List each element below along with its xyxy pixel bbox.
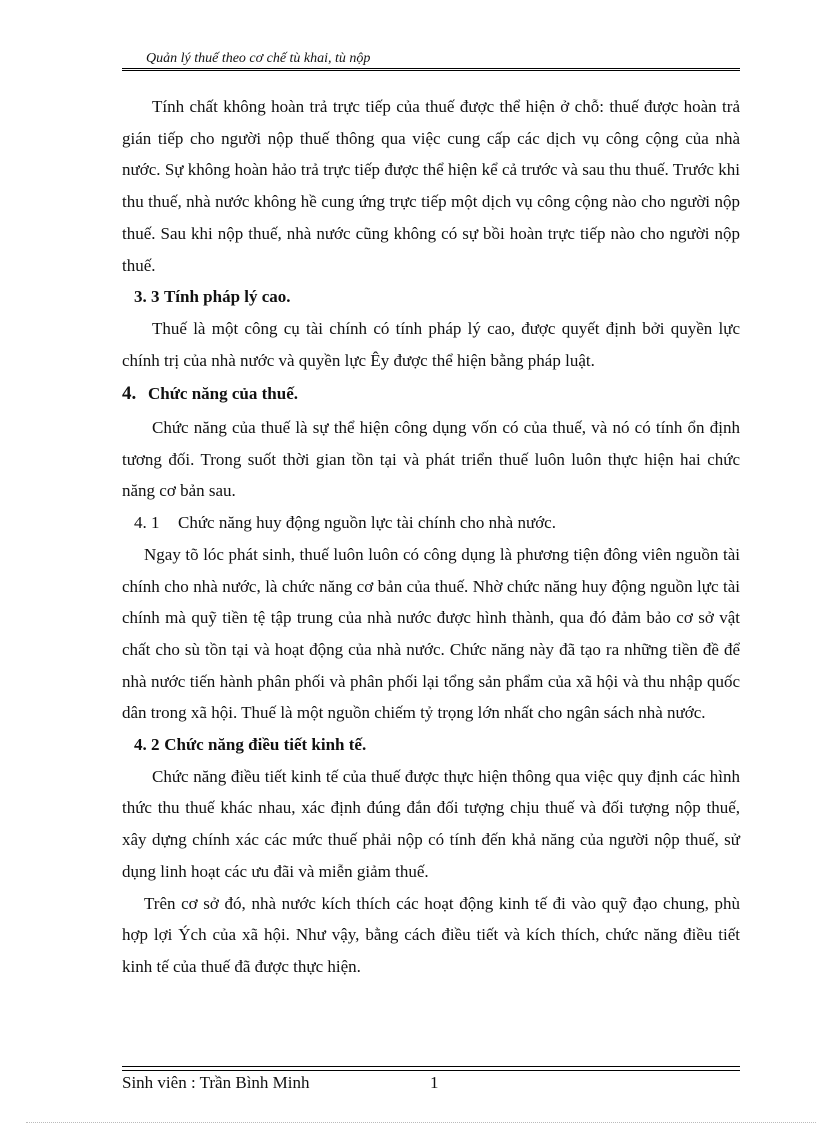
- paragraph-conclusion: Trên cơ sở đó, nhà nước kích thích các hoạt động kinh tế đi vào quỹ đạo chung, phù hợp lợi Ých của xã hội. Như vậy, bằng cách điều tiết và kích thích, chức năng điều tiết kinh tế của thuế đã được thực hiện.: [122, 893, 740, 976]
- footer-author: Sinh viên : Trần Bình Minh: [122, 1073, 310, 1092]
- heading-number: 4.: [122, 383, 137, 405]
- page-number: 1: [430, 1073, 439, 1092]
- heading-text: Chức năng huy động nguồn lực tài chính cho nhà nước.: [178, 513, 556, 533]
- heading-3-3: [122, 281, 740, 313]
- paragraph-functions: Chức năng của thuế là sự thể hiện công dụng vốn có của thuế, và nó có tính ổn định tương đối. Trong suốt thời gian tồn tại và phát triển thuế luôn luôn thực hiện hai chức năng cơ bản sau.: [122, 418, 740, 501]
- heading-4: [122, 378, 740, 410]
- running-header: Quản lý thuế theo cơ chế tù khai, tù nộp: [146, 51, 371, 66]
- heading-number: 4. 1: [134, 513, 160, 533]
- heading-text: Tính pháp lý cao.: [163, 287, 291, 307]
- page-footer: [122, 1072, 740, 1094]
- heading-number: 3. 3: [134, 287, 160, 307]
- paragraph-indirect-return: Tính chất không hoàn trả trực tiếp của thuế được thể hiện ở chỗ: thuế được hoàn trả gián tiếp cho người nộp thuế thông qua việc cung cấp các dịch vụ công cộng của nhà nước. Sự không hoàn hảo trả trực tiếp được thể hiện kể cả trước và sau thu thuế. Trước khi thu thuế, nhà nước không hề cung ứng trực tiếp một dịch vụ công cộng nào cho người nộp thuế. Sau khi nộp thuế, nhà nước cũng không có sự bồi hoàn trực tiếp nào cho người nộp thuế.: [122, 97, 740, 275]
- paragraph-regulation: Chức năng điều tiết kinh tế của thuế được thực hiện thông qua việc quy định các hình thức thu thuế khác nhau, xác định đúng đắn đối tượng chịu thuế và đối tượng nộp thuế, xây dựng chính xác các mức thuế phải nộp có tính đến khả năng của người nộp thuế, sử dụng linh hoạt các ưu đãi và miễn giảm thuế.: [122, 766, 740, 881]
- heading-text: Chức năng điều tiết kinh tế.: [164, 735, 367, 755]
- paragraph-mobilization: Ngay tõ lóc phát sinh, thuế luôn luôn có công dụng là phương tiện đông viên nguồn tài chính cho nhà nước, là chức năng cơ bản của thuế. Nhờ chức năng huy động nguồn lực tài chính mà quỹ tiền tệ tập trung của nhà nước được hình thành, qua đó đảm bảo cơ sở vật chất cho sù tồn tại và hoạt động của nhà nước. Chức năng này đã tạo ra những tiền đề để nhà nước tiến hành phân phối và phân phối lại tổng sản phẩm của xã hội và thu nhập quốc dân trong xã hội. Thuế là một nguồn chiếm tỷ trọng lớn nhất cho ngân sách nhà nước.: [122, 544, 740, 723]
- heading-text: Chức năng của thuế.: [148, 384, 299, 404]
- footer-rule: [122, 1066, 740, 1071]
- heading-4-1: [122, 507, 740, 539]
- header-rule: [122, 68, 740, 71]
- heading-4-2: [122, 729, 740, 761]
- body-content: [122, 91, 740, 983]
- heading-number: 4. 2: [134, 735, 160, 755]
- paragraph-legal: Thuế là một công cụ tài chính có tính pháp lý cao, được quyết định bởi quyền lực chính trị của nhà nước và quyền lực Êy được thể hiện bằng pháp luật.: [122, 318, 740, 370]
